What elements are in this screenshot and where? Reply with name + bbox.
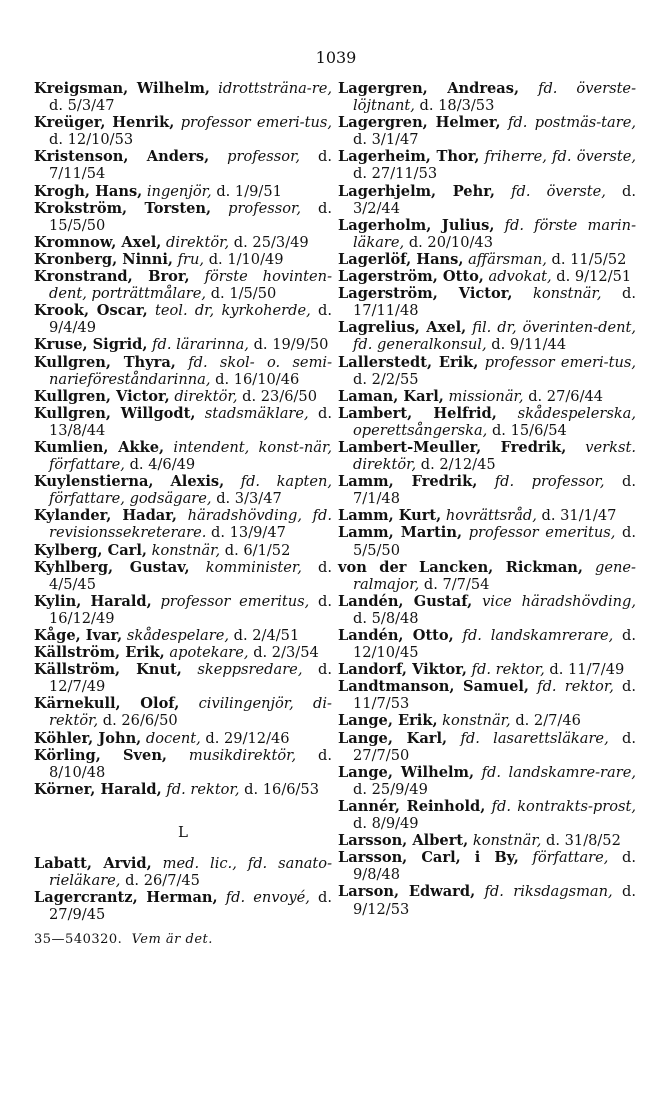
entry-death-date: d. 25/9/49	[353, 780, 428, 798]
entry	[34, 388, 332, 405]
entry-name: von der Lancken, Rickman,	[338, 558, 583, 576]
entry-description: fd. postmäs-tare,	[508, 114, 637, 132]
entry-death-date: d. 2/7/46	[515, 712, 581, 730]
entry	[34, 148, 332, 182]
entry-name: Kreigsman, Wilhelm,	[34, 80, 210, 97]
entry	[34, 473, 332, 507]
entry	[34, 200, 332, 234]
entry	[338, 593, 636, 627]
entry	[338, 473, 636, 507]
entry-description: idrottsträna-re,	[218, 80, 332, 97]
entry-description: häradshövding, fd. revisionssekreterare.	[49, 507, 333, 542]
entry-description: skeppsredare,	[197, 661, 303, 679]
entry-description: gene-ralmajor,	[353, 558, 636, 593]
entry-name: Kumlien, Akke,	[34, 438, 165, 456]
entry	[338, 268, 636, 285]
entry-name: Lagerlöf, Hans,	[338, 250, 464, 268]
entry	[338, 507, 636, 524]
entry-death-date: d. 15/6/54	[491, 421, 567, 439]
entry	[338, 764, 636, 798]
entry-death-date: d. 5/3/47	[49, 97, 115, 115]
entry-name: Kreüger, Henrik,	[34, 114, 175, 132]
entry-description: direktör,	[174, 387, 238, 405]
entry-description: konstnär,	[442, 712, 511, 730]
entry-name: Lagerhjelm, Pehr,	[338, 182, 495, 200]
entry-death-date: d. 9/8/48	[353, 849, 636, 884]
entry-death-date: d. 4/6/49	[129, 456, 196, 474]
right-entries	[338, 80, 636, 918]
entry	[34, 268, 332, 302]
entry-name: Landorf, Viktor,	[338, 661, 467, 679]
entry	[34, 559, 332, 593]
entry-name: Kyhlberg, Gustav,	[34, 558, 190, 576]
entry-death-date: d. 11/7/53	[353, 678, 636, 713]
entry	[338, 661, 636, 678]
entry-death-date: d. 2/3/54	[253, 644, 319, 662]
entry-name: Lange, Erik,	[338, 712, 438, 730]
right-column	[338, 80, 636, 918]
entry-description: intendent, konst-när, författare,	[49, 438, 332, 474]
entry-description: civilingenjör, di-rektör,	[49, 695, 332, 730]
entry-death-date: d. 13/9/47	[211, 524, 286, 542]
entry-death-date: d. 27/6/44	[528, 387, 604, 405]
entry-description: fd. professor,	[494, 473, 605, 491]
entry-name: Kromnow, Axel,	[34, 233, 162, 251]
entry-name: Laman, Karl,	[338, 387, 444, 405]
entry-name: Kronstrand, Bror,	[34, 268, 190, 286]
entry-name: Lagrelius, Axel,	[338, 319, 467, 337]
entry-name: Landén, Gustaf,	[338, 592, 473, 610]
entry-death-date: d. 1/9/51	[216, 182, 282, 200]
entry	[338, 849, 636, 883]
entry	[34, 747, 332, 781]
page-footer	[34, 931, 332, 948]
entry-name: Krokström, Torsten,	[34, 199, 212, 217]
entry-description: direktör,	[166, 233, 230, 251]
entry-description: affärsman,	[468, 250, 547, 268]
entry-description: fd. kapten, författare, godsägare,	[49, 473, 333, 508]
entry-description: apotekare,	[169, 644, 249, 662]
left-entries	[34, 80, 332, 798]
entry-death-date: d. 7/7/54	[423, 575, 490, 593]
entry-name: Lamm, Martin,	[338, 524, 463, 542]
entry-description: fd. överste,	[511, 182, 606, 200]
entry-description: fd. rektor,	[471, 661, 545, 679]
entry-description: verkst. direktör,	[353, 438, 636, 474]
entry-name: Lagercrantz, Herman,	[34, 889, 218, 907]
entry-death-date: d. 1/5/50	[210, 285, 277, 303]
entry-death-date: d. 23/6/50	[242, 387, 318, 405]
entry-death-date: d. 9/4/49	[49, 302, 333, 337]
entry	[338, 405, 636, 439]
entry-name: Lagerström, Otto,	[338, 268, 484, 286]
entry-description: friherre, fd. överste,	[484, 148, 636, 166]
entry-death-date: d. 16/10/46	[215, 370, 300, 388]
entry-name: Lannér, Reinhold,	[338, 797, 486, 815]
entry-death-date: d. 2/4/51	[233, 627, 300, 644]
entry	[338, 730, 636, 764]
entry-death-date: d. 3/2/44	[353, 182, 637, 217]
entry-description: fd. överste-löjtnant,	[353, 80, 636, 115]
entry-name: Köhler, John,	[34, 729, 142, 747]
entry-description: fd. landskamrerare,	[462, 627, 614, 644]
entry-name: Kristenson, Anders,	[34, 148, 210, 166]
entry-death-date: d. 27/9/45	[49, 889, 333, 924]
entry-description: skådespelare,	[126, 627, 230, 644]
entry-death-date: d. 5/5/50	[353, 524, 637, 559]
entry-death-date: d. 26/7/45	[125, 872, 200, 890]
entry-description: fd. kontrakts-prost,	[491, 797, 636, 815]
entry-death-date: d. 3/3/47	[216, 490, 282, 508]
entry-death-date: d. 2/2/55	[353, 370, 419, 388]
entry-name: Körling, Sven,	[34, 746, 168, 764]
left-entries-after	[34, 855, 332, 923]
entry-name: Kullgren, Victor,	[34, 387, 170, 405]
entry-name: Källström, Erik,	[34, 644, 165, 662]
entry-name: Lange, Karl,	[338, 729, 448, 747]
entry-description: advokat,	[488, 268, 552, 286]
entry-name: Kuylenstierna, Alexis,	[34, 473, 225, 491]
section-letter: L	[178, 822, 188, 841]
entry-death-date: d. 12/10/45	[353, 627, 637, 662]
entry-name: Krogh, Hans,	[34, 182, 143, 200]
entry-name: Lagergren, Andreas,	[338, 80, 520, 97]
entry-death-date: d. 26/6/50	[102, 712, 178, 730]
entry-death-date: d. 16/6/53	[244, 780, 320, 798]
entry-description: professor,	[228, 199, 302, 217]
entry	[338, 832, 636, 849]
entry-description: komminister,	[205, 558, 302, 576]
entry-name: Lamm, Kurt,	[338, 507, 442, 525]
entry-name: Kåge, Ivar,	[34, 627, 123, 644]
entry	[34, 593, 332, 627]
entry-name: Kruse, Sigrid,	[34, 336, 148, 354]
entry	[338, 319, 636, 353]
entry-death-date: d. 13/8/44	[49, 404, 333, 439]
entry-name: Lamm, Fredrik,	[338, 473, 478, 491]
entry	[338, 883, 636, 917]
entry-description: professor emeri-tus,	[180, 114, 333, 132]
entry-name: Landén, Otto,	[338, 627, 454, 644]
entry-name: Kylander, Hadar,	[34, 507, 177, 525]
entry-name: Lagerholm, Julius,	[338, 216, 495, 234]
entry-death-date: d. 5/8/48	[353, 609, 419, 627]
entry-name: Larson, Edward,	[338, 883, 476, 901]
entry	[338, 627, 636, 661]
entry-death-date: d. 9/11/44	[491, 336, 567, 354]
entry	[34, 302, 332, 336]
entry-description: musikdirektör,	[188, 746, 297, 764]
entry-name: Lallerstedt, Erik,	[338, 353, 479, 371]
entry-death-date: d. 31/1/47	[541, 507, 617, 525]
entry-name: Kronberg, Ninni,	[34, 250, 173, 268]
entry-description: vice häradshövding,	[482, 592, 636, 610]
entry-description: fd. rektor,	[537, 678, 614, 696]
entry	[34, 405, 332, 439]
entry-death-date: d. 3/1/47	[353, 131, 419, 149]
entry	[338, 678, 636, 712]
entry	[338, 524, 636, 558]
entry	[34, 542, 332, 559]
footer-title: Vem är det.	[131, 932, 213, 948]
entry-description: fd. lasarettsläkare,	[460, 729, 609, 747]
entry-name: Kärnekull, Olof,	[34, 695, 180, 713]
entry	[338, 251, 636, 268]
entry-description: fd. skol- o. semi-narieföreståndarinna,	[49, 353, 333, 388]
entry-death-date: d. 15/5/50	[49, 199, 333, 234]
entry	[34, 730, 332, 747]
entry-description: konstnär,	[472, 832, 542, 850]
entry	[338, 559, 636, 593]
entry	[34, 889, 332, 923]
entry-description: ingenjör,	[146, 182, 212, 200]
entry-death-date: d. 12/7/49	[49, 661, 332, 696]
entry-name: Lagergren, Helmer,	[338, 114, 501, 132]
entry-description: hovrättsråd,	[445, 507, 537, 525]
entry	[34, 507, 332, 541]
entry-name: Labatt, Arvid,	[34, 855, 152, 873]
entry-description: med. lic., fd. sanato-rieläkare,	[49, 855, 333, 890]
entry	[34, 114, 332, 148]
entry-death-date: d. 11/7/49	[549, 661, 625, 679]
entry-description: missionär,	[448, 387, 524, 405]
entry-death-date: d. 18/3/53	[419, 97, 495, 115]
entry-description: konstnär,	[151, 541, 221, 559]
entry-description: skådespelerska, operettsångerska,	[353, 404, 637, 439]
entry-name: Källström, Knut,	[34, 661, 182, 679]
entry	[34, 439, 332, 473]
entry	[34, 354, 332, 388]
entry	[34, 855, 332, 889]
entry	[338, 148, 636, 182]
entry-name: Larsson, Albert,	[338, 832, 469, 850]
entry-name: Kylin, Harald,	[34, 592, 152, 610]
entry-name: Lambert-Meuller, Fredrik,	[338, 438, 567, 456]
entry-death-date: d. 7/1/48	[353, 473, 636, 508]
entry	[338, 798, 636, 832]
entry	[34, 336, 332, 353]
footer-code: 35—540320.	[34, 932, 123, 948]
entry-description: fd. riksdagsman,	[484, 883, 613, 901]
entry-death-date: d. 11/5/52	[551, 250, 627, 268]
entry	[338, 285, 636, 319]
entry-description: stadsmäklare,	[204, 404, 309, 422]
entry-name: Krook, Oscar,	[34, 302, 148, 320]
entry-death-date: d. 2/12/45	[420, 456, 496, 474]
entry-death-date: d. 29/12/46	[205, 729, 290, 747]
entry-death-date: d. 9/12/51	[556, 268, 632, 286]
entry-description: fil. dr, överinten-dent, fd. generalkonsul,	[353, 319, 637, 354]
entry-description: fd. lärarinna,	[152, 336, 249, 354]
entry	[338, 354, 636, 388]
left-column	[34, 80, 332, 949]
entry	[338, 217, 636, 251]
entry-description: fru,	[177, 250, 205, 268]
entry-death-date: d. 20/10/43	[408, 233, 493, 251]
entry-death-date: d. 4/5/45	[49, 558, 333, 593]
entry-death-date: d. 17/11/48	[353, 285, 636, 320]
entry-description: fd. landskamre-rare,	[481, 763, 636, 781]
entry	[34, 234, 332, 251]
entry-description: fd. envoyé,	[225, 889, 310, 907]
entry-death-date: d. 12/10/53	[49, 131, 134, 149]
entry	[34, 183, 332, 200]
entry	[34, 251, 332, 268]
entry-description: professor,	[227, 148, 301, 166]
entry	[34, 781, 332, 798]
entry-description: fd. rektor,	[166, 780, 240, 798]
entry	[338, 388, 636, 405]
entry-description: docent,	[145, 729, 201, 747]
entry-death-date: d. 6/1/52	[224, 541, 291, 559]
entry-death-date: d. 16/12/49	[49, 592, 333, 627]
entry-name: Lambert, Helfrid,	[338, 404, 497, 422]
entry-death-date: d. 9/12/53	[353, 883, 637, 918]
entry	[338, 183, 636, 217]
entry-name: Lagerheim, Thor,	[338, 148, 480, 166]
entry	[34, 627, 332, 644]
entry	[34, 644, 332, 661]
entry-description: fd. förste marin-läkare,	[353, 216, 636, 251]
entry-name: Larsson, Carl, i By,	[338, 849, 519, 867]
entry-death-date: d. 8/10/48	[49, 746, 332, 781]
entry	[338, 114, 636, 148]
entry	[338, 439, 636, 473]
entry-death-date: d. 7/11/54	[49, 148, 333, 183]
entry-name: Lagerström, Victor,	[338, 285, 513, 303]
entry-death-date: d. 27/7/50	[353, 729, 637, 764]
entry-death-date: d. 1/10/49	[208, 250, 284, 268]
entry	[34, 80, 332, 114]
entry-death-date: d. 8/9/49	[353, 815, 419, 833]
entry-description: professor emeritus,	[160, 592, 310, 610]
entry-description: konstnär,	[532, 285, 602, 303]
entry-name: Körner, Harald,	[34, 780, 162, 798]
entry-name: Lange, Wilhelm,	[338, 763, 475, 781]
entry-name: Kylberg, Carl,	[34, 541, 147, 559]
entry	[34, 661, 332, 695]
entry	[338, 80, 636, 114]
entry-description: teol. dr, kyrkoherde,	[154, 302, 311, 320]
entry-name: Kullgren, Thyra,	[34, 353, 176, 371]
entry-description: förste hovinten-dent, porträttmålare,	[49, 268, 333, 303]
entry	[34, 695, 332, 729]
entry-description: professor emeri-tus,	[484, 353, 636, 371]
entry-name: Kullgren, Willgodt,	[34, 404, 196, 422]
entry-death-date: d. 25/3/49	[233, 233, 309, 251]
page-number: 1039	[315, 48, 357, 67]
entry-description: författare,	[532, 849, 609, 867]
entry-name: Landtmanson, Samuel,	[338, 678, 529, 696]
entry-death-date: d. 27/11/53	[353, 165, 438, 183]
entry	[338, 712, 636, 729]
entry-death-date: d. 19/9/50	[253, 336, 329, 354]
entry-description: professor emeritus,	[468, 524, 616, 542]
entry-death-date: d. 31/8/52	[546, 832, 621, 850]
